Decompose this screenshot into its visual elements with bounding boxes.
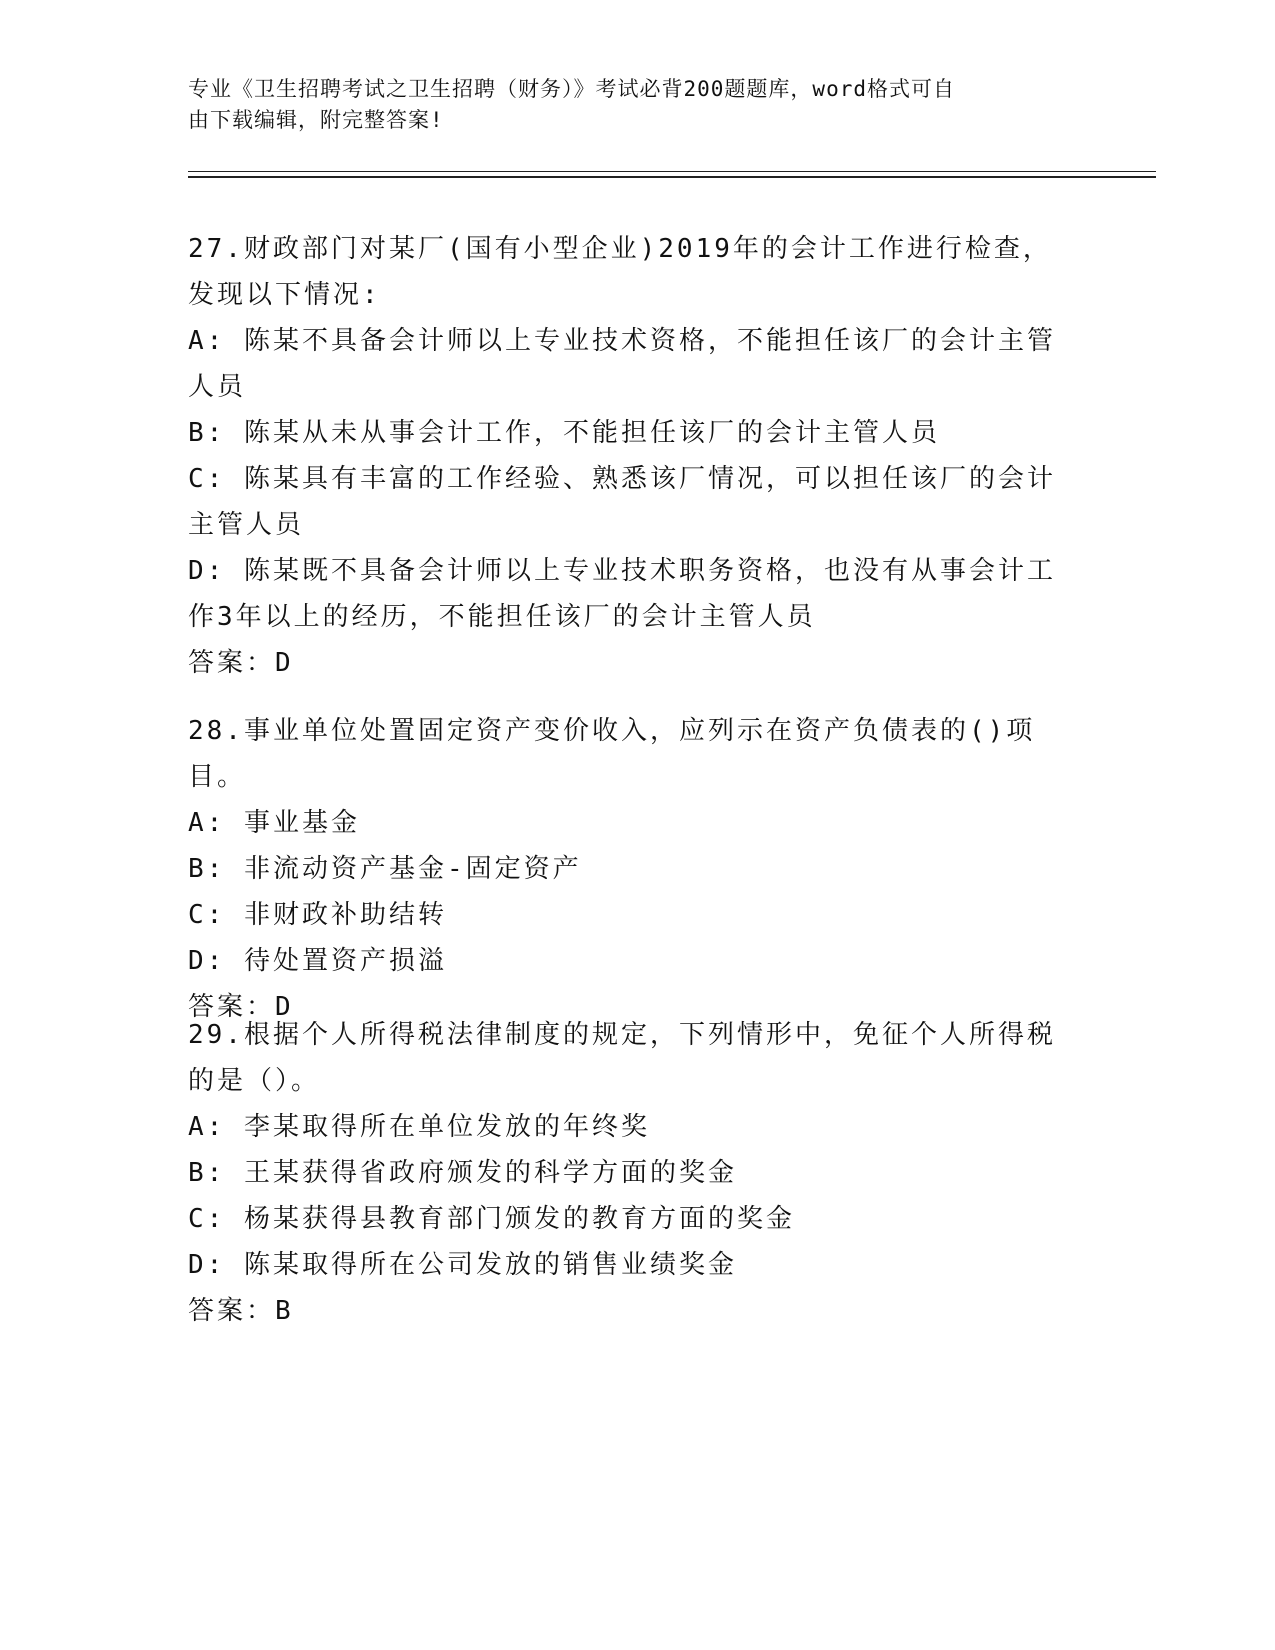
question-27 xyxy=(188,226,1078,686)
document-header xyxy=(188,74,1068,136)
header-line-1: 专业《卫生招聘考试之卫生招聘（财务）》考试必背200题题库，word格式可自 xyxy=(188,77,955,101)
option-c: C: 陈某具有丰富的工作经验、熟悉该厂情况，可以担任该厂的会计主管人员 xyxy=(188,464,1056,540)
answer-line: 答案：B xyxy=(188,1296,294,1326)
option-d: D: 陈某既不具备会计师以上专业技术职务资格，也没有从事会计工作3年以上的经历，不能担任该厂的会计主管人员 xyxy=(188,556,1056,632)
question-stem: 27.财政部门对某厂(国有小型企业)2019年的会计工作进行检查，发现以下情况: xyxy=(188,234,1052,310)
header-divider-thick xyxy=(188,176,1156,178)
option-b: B: 王某获得省政府颁发的科学方面的奖金 xyxy=(188,1158,737,1188)
option-c: C: 非财政补助结转 xyxy=(188,900,447,930)
answer-line: 答案：D xyxy=(188,992,294,1022)
option-a: A: 李某取得所在单位发放的年终奖 xyxy=(188,1112,650,1142)
option-b: B: 陈某从未从事会计工作，不能担任该厂的会计主管人员 xyxy=(188,418,940,448)
question-stem: 29.根据个人所得税法律制度的规定，下列情形中，免征个人所得税的是（）。 xyxy=(188,1020,1056,1096)
question-29 xyxy=(188,1012,1078,1334)
question-28 xyxy=(188,708,1078,1030)
option-a: A: 事业基金 xyxy=(188,808,360,838)
question-stem: 28.事业单位处置固定资产变价收入，应列示在资产负债表的()项目。 xyxy=(188,716,1036,792)
option-d: D: 陈某取得所在公司发放的销售业绩奖金 xyxy=(188,1250,737,1280)
header-divider-thin xyxy=(188,171,1156,172)
header-line-2: 由下载编辑，附完整答案! xyxy=(188,108,444,132)
answer-line: 答案：D xyxy=(188,648,294,678)
option-a: A: 陈某不具备会计师以上专业技术资格，不能担任该厂的会计主管人员 xyxy=(188,326,1056,402)
option-c: C: 杨某获得县教育部门颁发的教育方面的奖金 xyxy=(188,1204,795,1234)
option-d: D: 待处置资产损溢 xyxy=(188,946,447,976)
option-b: B: 非流动资产基金-固定资产 xyxy=(188,854,582,884)
